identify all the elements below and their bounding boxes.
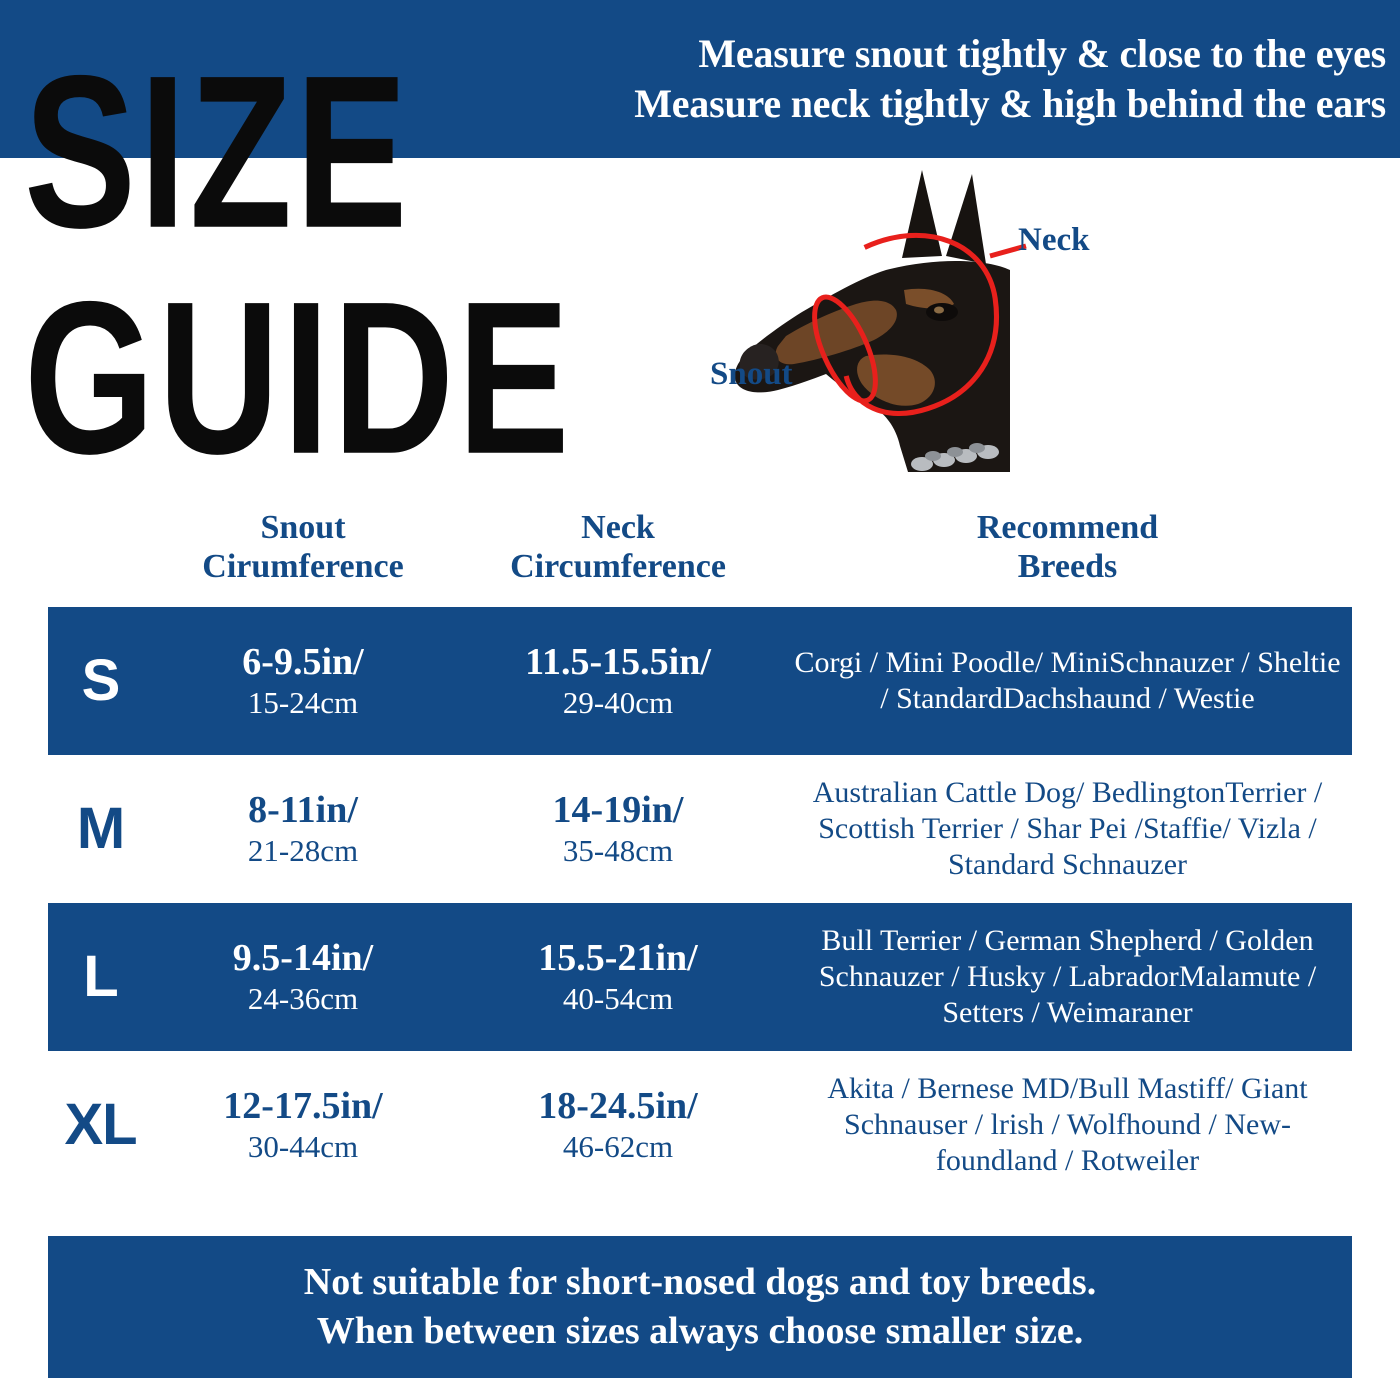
- snout-inches: 12-17.5in/: [223, 1084, 383, 1127]
- page-title: [24, 29, 573, 500]
- snout-inches: 6-9.5in/: [242, 640, 364, 683]
- row-snout-m: [153, 755, 453, 903]
- row-snout-l: [153, 903, 453, 1051]
- row-neck-l: [453, 903, 783, 1051]
- table-body: [48, 607, 1352, 1199]
- neck-cm: 35-48cm: [562, 832, 674, 868]
- neck-inches: 11.5-15.5in/: [525, 640, 711, 683]
- page-title-line-2: GUIDE: [24, 255, 573, 500]
- footer-line-1: Not suitable for short-nosed dogs and toy breeds.: [303, 1260, 1097, 1303]
- col-header-breeds-line1: Recommend: [976, 509, 1159, 546]
- row-size-s: S: [81, 648, 120, 713]
- col-header-neck-line2: Circumference: [510, 547, 726, 585]
- dog-diagram: [690, 160, 1120, 490]
- neck-cm: 40-54cm: [562, 980, 674, 1016]
- table-row: [48, 903, 1352, 1051]
- row-snout-s: [153, 607, 453, 755]
- row-neck-m: [453, 755, 783, 903]
- col-header-breeds: [783, 505, 1352, 607]
- col-header-breeds-line2: Breeds: [1017, 547, 1118, 585]
- footer-banner: [48, 1236, 1352, 1378]
- snout-cm: 15-24cm: [247, 684, 359, 720]
- size-table-wrap: [48, 505, 1352, 1199]
- neck-label: Neck: [1018, 222, 1090, 258]
- footer-line-2: When between sizes always choose smaller size.: [316, 1310, 1084, 1352]
- col-header-snout-line1: Snout: [260, 509, 346, 546]
- row-size-m: M: [76, 796, 125, 861]
- table-row: [48, 1051, 1352, 1199]
- row-neck-xl: [453, 1051, 783, 1199]
- table-row: [48, 755, 1352, 903]
- col-header-size: [48, 505, 153, 607]
- neck-cm: 46-62cm: [562, 1128, 674, 1164]
- col-header-snout-line2: Cirumference: [202, 547, 404, 585]
- col-header-neck-line1: Neck: [581, 509, 655, 546]
- neck-inches: 15.5-21in/: [538, 936, 698, 979]
- row-breeds-m: Australian Cattle Dog/ BedlingtonTerrier / Scottish Terrier / Shar Pei /Staffie/ Vizla / Standard Schnauzer: [812, 775, 1323, 881]
- table-row: [48, 607, 1352, 755]
- row-breeds-xl: Akita / Bernese MD/Bull Mastiff/ Giant Schnauser / lrish / Wolfhound / New-foundland / Rotweiler: [827, 1071, 1308, 1177]
- snout-cm: 24-36cm: [247, 980, 359, 1016]
- neck-cm: 29-40cm: [562, 684, 674, 720]
- row-neck-s: [453, 607, 783, 755]
- neck-inches: 14-19in/: [552, 788, 684, 831]
- snout-cm: 30-44cm: [247, 1128, 359, 1164]
- col-header-neck: [453, 505, 783, 607]
- snout-label: Snout: [710, 356, 793, 392]
- neck-inches: 18-24.5in/: [538, 1084, 698, 1127]
- row-size-l: L: [83, 944, 118, 1009]
- size-table: [48, 505, 1352, 1199]
- snout-inches: 9.5-14in/: [232, 936, 374, 979]
- page-title-line-1: SIZE: [24, 29, 411, 274]
- header-line-1: Measure snout tightly & close to the eyes: [698, 31, 1386, 76]
- snout-cm: 21-28cm: [247, 832, 359, 868]
- col-header-snout: [153, 505, 453, 607]
- table-header: [48, 505, 1352, 607]
- header-line-2: Measure neck tightly & high behind the ears: [634, 81, 1386, 126]
- snout-inches: 8-11in/: [248, 788, 358, 831]
- row-breeds-s: Corgi / Mini Poodle/ MiniSchnauzer / Sheltie / StandardDachshaund / Westie: [794, 645, 1341, 715]
- row-snout-xl: [153, 1051, 453, 1199]
- row-size-xl: XL: [64, 1092, 137, 1157]
- doberman-head-illustration: [690, 160, 1120, 490]
- row-breeds-l: Bull Terrier / German Shepherd / Golden Schnauzer / Husky / LabradorMalamute / Setters / Weimaraner: [818, 923, 1317, 1029]
